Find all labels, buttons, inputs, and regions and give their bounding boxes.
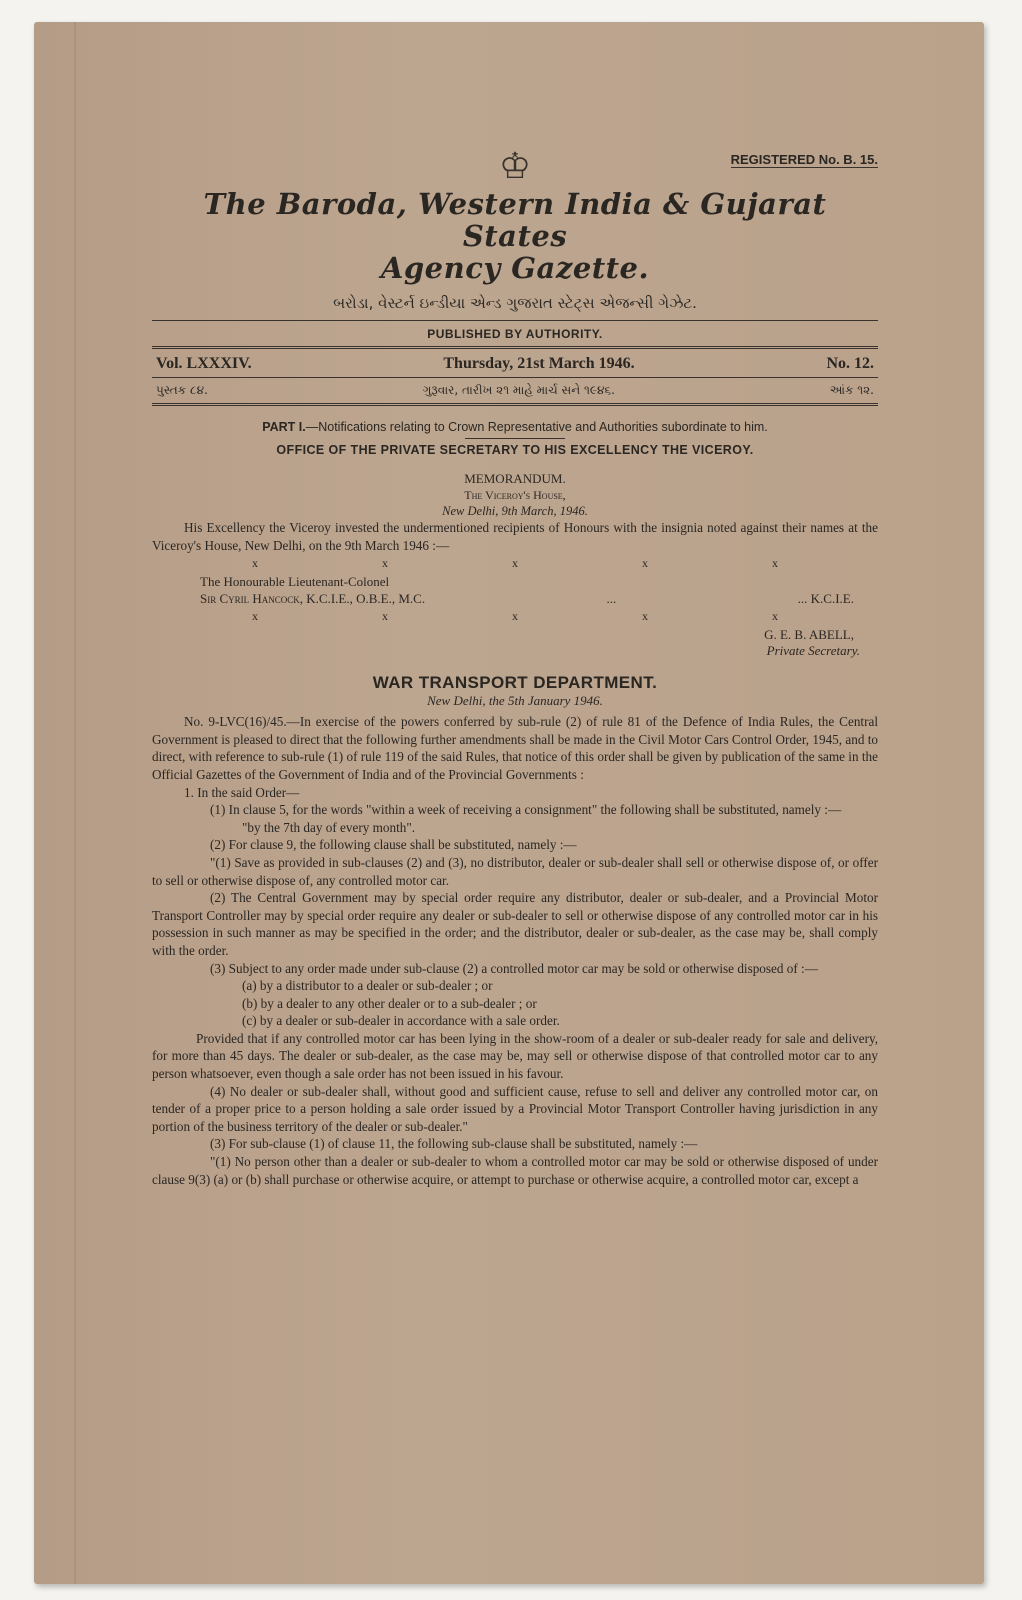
gazette-title-gujarati: બરોડા, વેસ્ટર્ન ઇન્ડીયા એન્ડ ગુજરાત સ્ટેટ્સ એજન્સી ગેઝેટ. xyxy=(333,294,697,312)
paragraph: (c) by a dealer or sub-dealer in accordance with a sale order. xyxy=(242,1013,560,1029)
separator-marks: x x x x x xyxy=(252,609,778,624)
short-divider xyxy=(465,438,565,439)
issue-row xyxy=(152,349,878,377)
masthead xyxy=(152,144,878,188)
memorandum-date: New Delhi, 9th March, 1946. xyxy=(442,504,588,518)
paragraph: (4) No dealer or sub-dealer shall, without good and sufficient cause, refuse to sell and deliver any controlled motor car, on tender of a proper price to a person holding a sale order issued by a Provincial Motor Transport Controller having jurisdiction in any portion of the business territory of the dealer or sub-dealer." xyxy=(152,1083,878,1134)
memorandum-body: His Excellency the Viceroy invested the undermentioned recipients of Honours with the insignia noted against their names at the Viceroy's House, New Delhi, on the 9th March 1946 :— xyxy=(152,520,878,553)
paragraph: "(1) Save as provided in sub-clauses (2) and (3), no distributor, dealer or sub-dealer shall sell or otherwise dispose of, or offer to sell or otherwise dispose of, any controlled motor car. xyxy=(152,854,878,888)
paragraph: (1) In clause 5, for the words "within a week of receiving a consignment" the following shall be substituted, namely :— xyxy=(210,802,842,818)
gazette-page xyxy=(34,22,984,1584)
paragraph: Provided that if any controlled motor car has been lying in the show-room of a dealer or sub-dealer ready for sale and delivery, for more than 45 days. The dealer or sub-dealer, as the case may be, may sell or otherwise dispose of that controlled motor car to any person whatsoever, even though a sale order has not been issued in his favour. xyxy=(152,1030,878,1082)
issue-date: Thursday, 21st March 1946. xyxy=(443,355,635,372)
page-fold xyxy=(74,22,76,1584)
volume-gujarati: પુસ્તક ૮૪. xyxy=(156,383,208,397)
gazette-title-line2: Agency Gazette. xyxy=(380,251,650,285)
office-heading: OFFICE OF THE PRIVATE SECRETARY TO HIS EXCELLENCY THE VICEROY. xyxy=(276,443,754,457)
memorandum-place: The Viceroy's House, xyxy=(464,488,566,502)
paragraph: No. 9-LVC(16)/45.—In exercise of the powers conferred by sub-rule (2) of rule 81 of the Defence of India Rules, the Central Government is pleased to direct that the following further amendments shall be made in the Civil Motor Cars Control Order, 1945, and to direct, with reference to sub-rule (1) of rule 119 of the said Rules, that notice of this order shall be given by publication of the same in the Official Gazettes of the Government of India and of the Provincial Governments : xyxy=(152,714,878,782)
part-heading xyxy=(152,420,878,434)
separator-marks: x x x x x xyxy=(252,556,778,571)
paragraph: (3) For sub-clause (1) of clause 11, the following sub-clause shall be substituted, namely :— xyxy=(210,1136,698,1152)
paragraph: "(1) No person other than a dealer or sub-dealer to whom a controlled motor car may be sold or otherwise disposed of under clause 9(3) (a) or (b) shall purchase or otherwise acquire, or attempt to purchase or otherwise acquire, a controlled motor car, except a xyxy=(152,1154,878,1187)
paragraph: (2) The Central Government may by special order require any distributor, dealer or sub-dealer, and a Provincial Motor Transport Controller may by special order require any dealer or sub-dealer to sell or otherwise dispose of any controlled motor car in his possession in such manner as may be specified in the order; and the distributor, dealer or sub-dealer, as the case may be, shall comply with the order. xyxy=(152,890,878,958)
royal-crest-icon: ♔ xyxy=(498,146,532,186)
issue-number-gujarati: આંક ૧૨. xyxy=(829,383,874,397)
part-label: PART I. xyxy=(262,420,306,434)
memorandum-title: MEMORANDUM. xyxy=(464,471,566,486)
signatory-title: Private Secretary. xyxy=(766,643,860,659)
signatory-name: G. E. B. ABELL, xyxy=(764,627,854,643)
gazette-title-line1: The Baroda, Western India & Gujarat States xyxy=(203,187,827,253)
divider xyxy=(152,403,878,406)
department-date: New Delhi, the 5th January 1946. xyxy=(427,693,603,709)
department-heading: WAR TRANSPORT DEPARTMENT. xyxy=(372,673,658,693)
part-text: —Notifications relating to Crown Representative and Authorities subordinate to him. xyxy=(305,420,768,434)
honour-recipient-title: The Honourable Lieutenant-Colonel xyxy=(200,574,390,590)
paragraph: (a) by a distributor to a dealer or sub-dealer ; or xyxy=(242,978,493,994)
honour-recipient-row xyxy=(152,590,878,607)
registered-number: REGISTERED No. B. 15. xyxy=(730,152,878,167)
honour-award: ... K.C.I.E. xyxy=(797,591,854,607)
volume: Vol. LXXXIV. xyxy=(156,355,252,372)
issue-date-gujarati: ગુરૂવાર, તારીખ ૨૧ માહે માર્ચ સને ૧૯૪૬. xyxy=(422,383,615,397)
paragraph: (b) by a dealer to any other dealer or to a sub-dealer ; or xyxy=(242,995,537,1011)
published-by-authority: PUBLISHED BY AUTHORITY. xyxy=(427,327,603,341)
paragraph: "by the 7th day of every month". xyxy=(242,819,416,835)
paragraph: (2) For clause 9, the following clause shall be substituted, namely :— xyxy=(210,837,577,853)
paragraph: (3) Subject to any order made under sub-clause (2) a controlled motor car may be sold or otherwise disposed of :— xyxy=(210,960,818,976)
honour-recipient-name: Sir Cyril Hancock, K.C.I.E., O.B.E., M.C. xyxy=(200,591,426,607)
memorandum-header xyxy=(152,471,878,519)
issue-number: No. 12. xyxy=(826,355,874,372)
paragraph: 1. In the said Order— xyxy=(184,784,300,800)
leader-dots: ... xyxy=(606,591,617,607)
page-content xyxy=(152,144,878,1188)
issue-row-gujarati xyxy=(152,378,878,403)
